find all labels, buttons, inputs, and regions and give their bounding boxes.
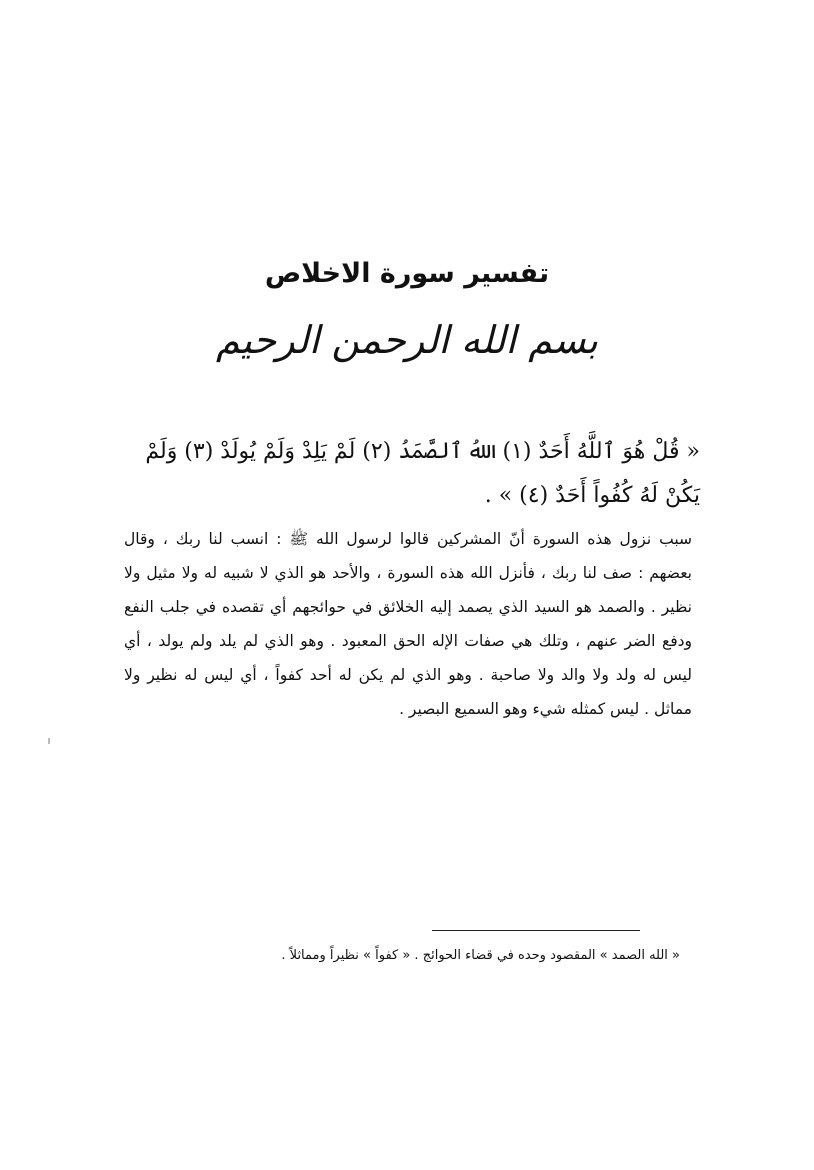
footnote-divider [432, 930, 640, 931]
footnote: « الله الصمد » المقصود وحده في قضاء الحوائج . « كفواً » نظيراً ومماثلاً . [281, 948, 680, 963]
commentary-paragraph [124, 522, 692, 726]
surah-title: تفسير سورة الاخلاص [264, 258, 550, 289]
margin-mark [48, 738, 50, 744]
commentary-text: سبب نزول هذه السورة أنّ المشركين قالوا لرسول الله ﷺ : انسب لنا ربك ، وقال بعضهم : صف لنا ربك ، فأنزل الله هذه السورة ، والأحد هو الذي لا شبيه له ولا مثيل ولا نظير . والصمد هو السيد الذي يصمد إليه الخلائق في حوائجهم أي تقصده في جلب النفع ودفع الضر عنهم ، وتلك هي صفات الإله الحق المعبود . وهو الذي لم يلد ولم يولد ، أي ليس له ولد ولا والد ولا صاحبة . وهو الذي لم يكن له أحد كفواً ، أي ليس له نظير ولا مماثل . ليس كمثله شيء وهو السميع البصير . [124, 530, 692, 718]
quran-verse: « قُلْ هُوَ ٱللَّهُ أَحَدٌ (١) اللهُ ٱلصَّمَدُ (٢) لَمْ يَلِدْ وَلَمْ يُولَدْ (٣) وَلَمْ يَكُنْ لَهُ كُفُواً أَحَدٌ (٤) » . [145, 439, 700, 508]
basmala-calligraphy: بسم الله الرحمن الرحيم [216, 318, 598, 362]
